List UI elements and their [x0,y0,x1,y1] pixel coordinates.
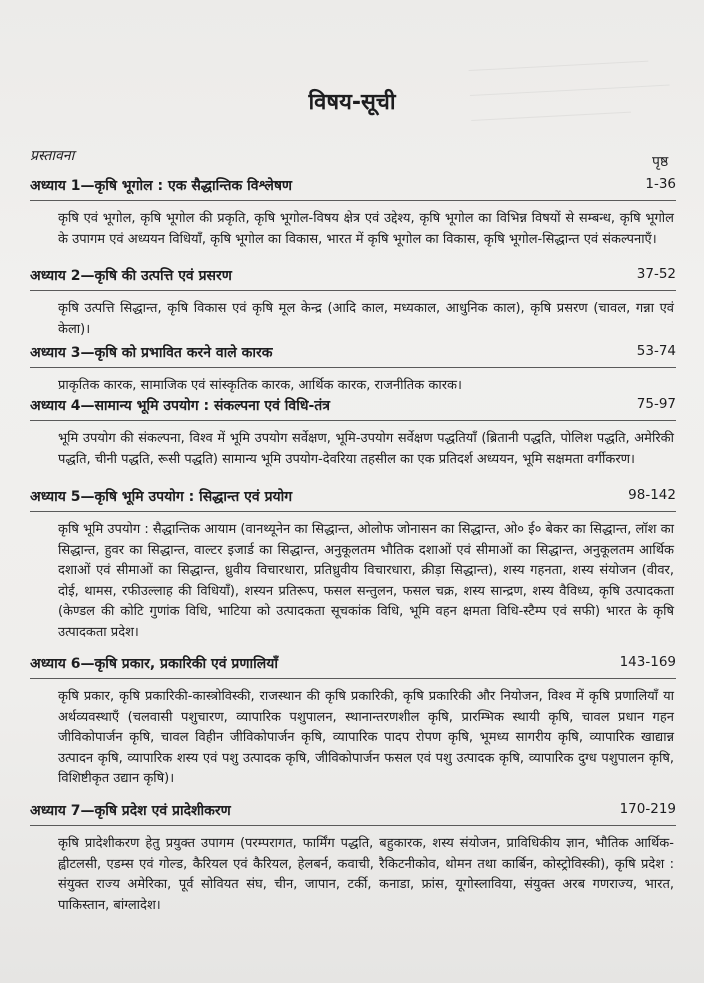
chapter-heading [30,396,676,421]
chapter-page-range: 1-36 [645,176,676,192]
page-column-label: पृष्ठ [652,154,669,170]
chapter-1 [30,176,676,250]
chapter-summary: कृषि प्रकार, कृषि प्रकारिकी-कास्त्रोविस्की, राजस्थान की कृषि प्रकारिकी, कृषि प्रकारिकी और नियोजन, विश्व में कृषि प्रणालियाँ या अर्थव्यवस्थाएँ (चलवासी पशुचारण, व्यापारिक पशुपालन, स्थानान्तरणशील कृषि, प्रारम्भिक स्थायी कृषि, चावल प्रधान गहन जीविकोपार्जन कृषि, चावल विहीन जीविकोपार्जन कृषि, व्यापारिक पादप रोपण कृषि, भूमध्य सागरीय कृषि, व्यापारिक खाद्यान्न उत्पादन कृषि, व्यापारिक शस्य एवं पशु उत्पादक कृषि, जीविकोपार्जन फसल एवं पशु उत्पादक कृषि, व्यापारिक दुग्ध पशुपालन कृषि, विशिष्टीकृत उद्यान कृषि)। [58,689,674,786]
chapter-summary: कृषि एवं भूगोल, कृषि भूगोल की प्रकृति, कृषि भूगोल-विषय क्षेत्र एवं उद्देश्य, कृषि भूगोल का विभिन्न विषयों से सम्बन्ध, कृषि भूगोल के उपागम एवं अध्ययन विधियाँ, कृषि भूगोल का विकास, भारत में कृषि भूगोल का विकास, कृषि भूगोल-सिद्धान्त एवं संकल्पनाएँ। [58,211,674,247]
chapter-title: अध्याय 3—कृषि को प्रभावित करने वाले कारक [30,345,273,361]
chapter-summary: कृषि भूमि उपयोग : सैद्धान्तिक आयाम (वानथ्यूनेन का सिद्धान्त, ओलोफ जोनासन का सिद्धान्त, ओ० ई० बेकर का सिद्धान्त, लॉश का सिद्धान्त, हुवर का सिद्धान्त, वाल्टर इजार्ड का सिद्धान्त, अनुकूलतम भौतिक दशाओं एवं सीमाओं का सिद्धान्त, अनुकूलतम आर्थिक दशाओं एवं सीमाओं का सिद्धान्त, ध्रुवीय विचारधारा, प्रतिध्रुवीय विचारधारा, क्रीड़ा सिद्धान्त), शस्य गहनता, शस्य संयोजन (वीवर, दोई, थामस, रफीउल्लाह की विधियाँ), शस्यन प्रतिरूप, फसल सन्तुलन, फसल चक्र, शस्य सान्द्रण, शस्य वैविध्य, कृषि उत्पादकता (केण्डल की कोटि गुणांक विधि, भाटिया को उत्पादकता सूचकांक विधि, भूमि वहन क्षमता विधि-स्टैम्प एवं सफी) भारत के कृषि उत्पादकता प्रदेश। [58,522,674,640]
chapter-6 [30,654,676,790]
chapter-page-range: 75-97 [636,396,676,412]
chapter-page-range: 98-142 [628,487,676,503]
chapter-page-range: 37-52 [636,266,676,282]
chapter-summary: कृषि प्रादेशीकरण हेतु प्रयुक्त उपागम (परम्परागत, फार्मिंग पद्धति, बहुकारक, शस्य संयोजन, प्राविधिकीय ज्ञान, भौतिक आर्थिक-ह्वीटलसी, एडम्स एवं गोल्ड, कैरियल एवं कैरियल, हेलबर्न, कवाची, रैकिटनीकोव, थोमन तथा कार्बिन, कोस्ट्रोविस्की), कृषि प्रदेश : संयुक्त राज्य अमेरिका, पूर्व सोवियत संघ, चीन, जापान, टर्की, कनाडा, फ्रांस, यूगोस्लाविया, संयुक्त अरब गणराज्य, भारत, पाकिस्तान, बांग्लादेश। [58,836,674,913]
chapter-heading [30,176,676,201]
chapter-title: अध्याय 4—सामान्य भूमि उपयोग : संकल्पना एवं विधि-तंत्र [30,398,330,414]
chapter-page-range: 53-74 [636,343,676,359]
chapter-title: अध्याय 1—कृषि भूगोल : एक सैद्धान्तिक विश्लेषण [30,178,293,194]
chapter-4 [30,396,676,470]
chapter-page-range: 143-169 [619,654,676,670]
chapter-2 [30,266,676,340]
chapter-heading [30,801,676,826]
chapter-summary: कृषि उत्पत्ति सिद्धान्त, कृषि विकास एवं कृषि मूल केन्द्र (आदि काल, मध्यकाल, आधुनिक काल), कृषि प्रसरण (चावल, गन्ना एवं केला)। [58,301,674,337]
chapter-5 [30,487,676,643]
chapter-heading [30,266,676,291]
chapter-title: अध्याय 2—कृषि की उत्पत्ति एवं प्रसरण [30,268,232,284]
chapter-7 [30,801,676,916]
chapter-title: अध्याय 7—कृषि प्रदेश एवं प्रादेशीकरण [30,803,231,819]
chapter-title: अध्याय 5—कृषि भूमि उपयोग : सिद्धान्त एवं प्रयोग [30,489,293,505]
chapter-page-range: 170-219 [619,801,676,817]
chapter-3 [30,343,676,397]
chapter-summary: प्राकृतिक कारक, सामाजिक एवं सांस्कृतिक कारक, आर्थिक कारक, राजनीतिक कारक। [58,378,462,393]
chapter-heading [30,343,676,368]
intro-label: प्रस्तावना [30,148,75,164]
chapter-summary: भूमि उपयोग की संकल्पना, विश्व में भूमि उपयोग सर्वेक्षण, भूमि-उपयोग सर्वेक्षण पद्धतियाँ (ब्रितानी पद्धति, पोलिश पद्धति, अमेरिकी पद्धति, चीनी पद्धति, रूसी पद्धति) सामान्य भूमि उपयोग-देवरिया तहसील का एक प्रतिदर्श अध्ययन, भूमि सक्षमता वर्गीकरण। [58,431,674,467]
chapter-heading [30,654,676,679]
chapter-heading [30,487,676,512]
page-title: विषय-सूची [308,90,396,115]
chapter-title: अध्याय 6—कृषि प्रकार, प्रकारिकी एवं प्रणालियाँ [30,656,278,672]
